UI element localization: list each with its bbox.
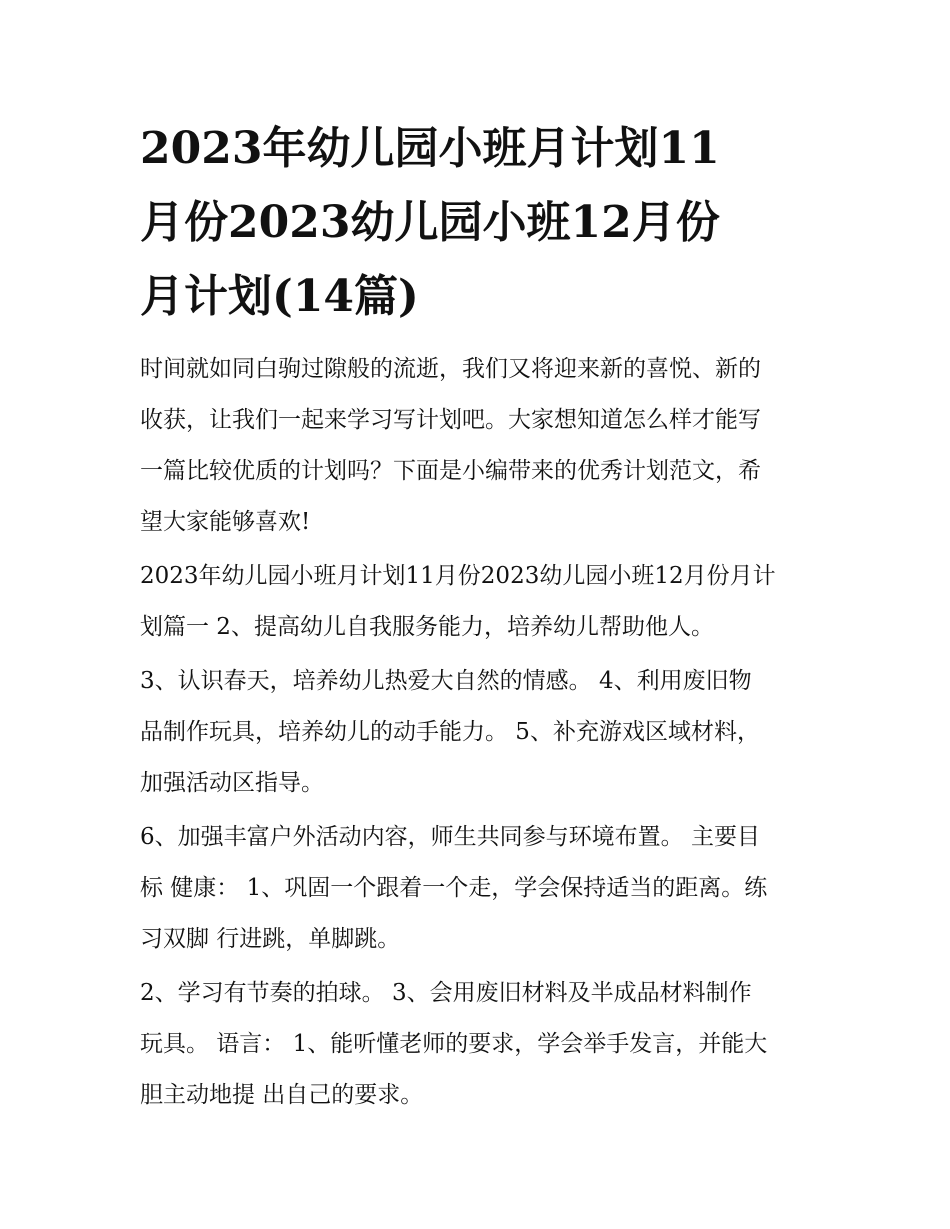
paragraph-health xyxy=(140,812,812,965)
paragraph-line: 品制作玩具，培养幼儿的动手能力。 5、补充游戏区域材料， xyxy=(140,719,760,745)
paragraph-line: 划篇一 2、提高幼儿自我服务能力，培养幼儿帮助他人。 xyxy=(140,614,714,640)
paragraph-line: 玩具。 语言： 1、能听懂老师的要求，学会举手发言，并能大 xyxy=(140,1031,768,1057)
title-line-1: 2023年幼儿园小班月计划11 xyxy=(140,123,720,174)
document-title xyxy=(140,112,812,334)
paragraph-line: 习双脚 行进跳，单脚跳。 xyxy=(140,926,401,952)
paragraph-section-heading xyxy=(140,551,812,653)
title-line-2: 月份2023幼儿园小班12月份 xyxy=(140,197,720,248)
paragraph-line: 3、认识春天，培养幼儿热爱大自然的情感。 4、利用废旧物 xyxy=(140,668,752,694)
paragraph-line: 加强活动区指导。 xyxy=(140,770,324,796)
title-line-3: 月计划(14篇) xyxy=(140,271,419,322)
paragraph-goals-3-5 xyxy=(140,656,812,809)
document-page xyxy=(140,112,812,1124)
paragraph-line: 望大家能够喜欢! xyxy=(140,509,311,535)
paragraph-line: 标 健康： 1、巩固一个跟着一个走，学会保持适当的距离。练 xyxy=(140,875,768,901)
paragraph-line: 收获，让我们一起来学习写计划吧。大家想知道怎么样才能写 xyxy=(140,407,761,433)
paragraph-line: 2023年幼儿园小班月计划11月份2023幼儿园小班12月份月计 xyxy=(140,563,776,589)
paragraph-line: 时间就如同白驹过隙般的流逝，我们又将迎来新的喜悦、新的 xyxy=(140,356,761,382)
paragraph-language xyxy=(140,968,812,1121)
paragraph-line: 6、加强丰富户外活动内容，师生共同参与环境布置。 主要目 xyxy=(140,824,760,850)
paragraph-line: 胆主动地提 出自己的要求。 xyxy=(140,1082,424,1108)
paragraph-line: 一篇比较优质的计划吗？下面是小编带来的优秀计划范文，希 xyxy=(140,458,761,484)
paragraph-intro xyxy=(140,344,812,548)
paragraph-line: 2、学习有节奏的拍球。 3、会用废旧材料及半成品材料制作 xyxy=(140,980,752,1006)
